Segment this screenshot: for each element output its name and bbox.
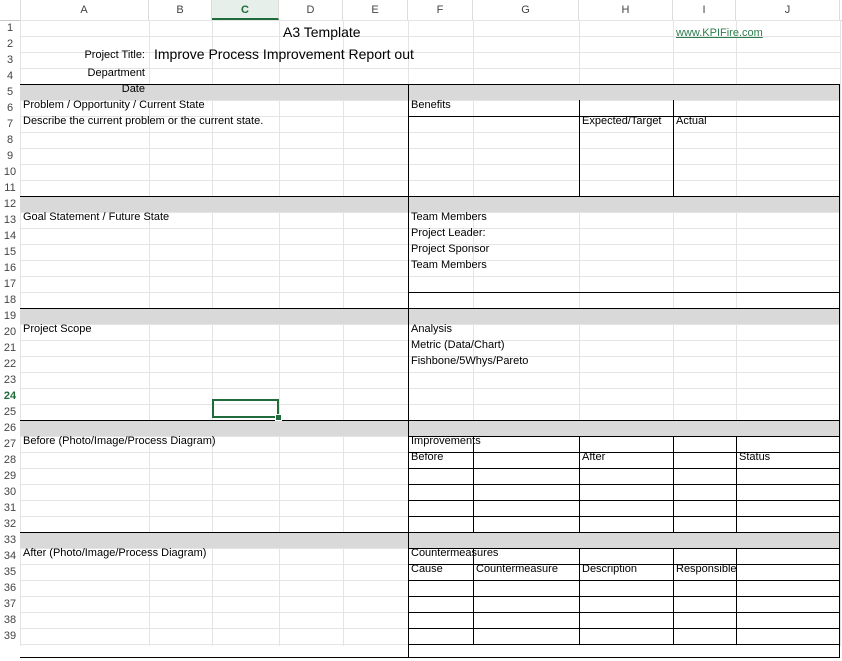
fill-handle[interactable]: [275, 414, 282, 421]
gridline: [20, 164, 840, 165]
column-header-c[interactable]: C: [212, 0, 279, 20]
kpifire-link[interactable]: www.KPIFire.com: [676, 27, 763, 39]
improvements-col-status: Status: [739, 451, 771, 463]
border-line: [839, 84, 840, 657]
team-members-label: Team Members: [411, 259, 487, 271]
row-header-5[interactable]: 5: [6, 86, 14, 98]
row-header-12[interactable]: 12: [3, 198, 17, 210]
improvements-col-before: Before: [411, 451, 444, 463]
date-label: Date: [121, 83, 145, 95]
row-header-27[interactable]: 27: [3, 438, 17, 450]
row-header-28[interactable]: 28: [3, 454, 17, 466]
row-header-3[interactable]: 3: [6, 54, 14, 66]
gridline: [20, 372, 840, 373]
column-header-a[interactable]: A: [20, 0, 149, 20]
row-header-31[interactable]: 31: [3, 502, 17, 514]
countermeasures-col-cause: Cause: [411, 563, 443, 575]
actual-label: Actual: [676, 115, 707, 127]
border-line: [408, 532, 840, 533]
problem-description[interactable]: Describe the current problem or the current state.: [23, 115, 264, 127]
gridline: [20, 276, 840, 277]
row-header-1[interactable]: 1: [6, 22, 14, 34]
row-header-6[interactable]: 6: [6, 102, 14, 114]
countermeasures-header: Countermeasures: [411, 547, 499, 559]
row-header-17[interactable]: 17: [3, 278, 17, 290]
row-header-24[interactable]: 24: [3, 390, 17, 402]
project-title-label: Project Title:: [84, 49, 145, 61]
row-header-15[interactable]: 15: [3, 246, 17, 258]
row-header-7[interactable]: 7: [6, 118, 14, 130]
row-header-30[interactable]: 30: [3, 486, 17, 498]
expected-target-label: Expected/Target: [582, 115, 662, 127]
border-line: [20, 420, 840, 421]
border-line: [20, 196, 840, 197]
row-header-39[interactable]: 39: [3, 630, 17, 642]
row-header-18[interactable]: 18: [3, 294, 17, 306]
row-header-23[interactable]: 23: [3, 374, 17, 386]
border-line: [20, 308, 840, 309]
row-header-19[interactable]: 19: [3, 310, 17, 322]
gridline: [20, 148, 840, 149]
improvements-header: Improvements: [411, 435, 481, 447]
analysis-metric: Metric (Data/Chart): [411, 339, 505, 351]
row-header-20[interactable]: 20: [3, 326, 17, 338]
row-header-9[interactable]: 9: [6, 150, 14, 162]
countermeasures-col-responsible: Responsible: [676, 563, 737, 575]
border-line: [473, 436, 474, 532]
row-header-38[interactable]: 38: [3, 614, 17, 626]
countermeasures-col-description: Description: [582, 563, 638, 575]
column-header-g[interactable]: G: [473, 0, 579, 20]
row-header-14[interactable]: 14: [3, 230, 17, 242]
border-line: [408, 292, 840, 293]
gridline: [840, 20, 841, 646]
gridline: [20, 132, 840, 133]
row-header-29[interactable]: 29: [3, 470, 17, 482]
column-header-d[interactable]: D: [279, 0, 343, 20]
border-line: [673, 436, 674, 532]
row-header-22[interactable]: 22: [3, 358, 17, 370]
project-sponsor-label: Project Sponsor: [411, 243, 490, 255]
border-line: [408, 644, 840, 645]
row-header-16[interactable]: 16: [3, 262, 17, 274]
column-header-j[interactable]: J: [736, 0, 840, 20]
row-header-2[interactable]: 2: [6, 38, 14, 50]
department-label: Department: [87, 67, 145, 79]
row-header-26[interactable]: 26: [3, 422, 17, 434]
countermeasures-col-countermeasure: Countermeasure: [476, 563, 558, 575]
sheet-title: A3 Template: [283, 24, 361, 40]
row-header-34[interactable]: 34: [3, 550, 17, 562]
gridline: [20, 404, 840, 405]
scope-header: Project Scope: [23, 323, 92, 335]
column-header-i[interactable]: I: [673, 0, 736, 20]
row-header-10[interactable]: 10: [3, 166, 17, 178]
border-line: [20, 657, 840, 658]
gridline: [20, 388, 840, 389]
project-title-value[interactable]: Improve Process Improvement Report out: [154, 46, 414, 62]
column-header-e[interactable]: E: [343, 0, 408, 20]
row-header-33[interactable]: 33: [3, 534, 17, 546]
goal-header: Goal Statement / Future State: [23, 211, 170, 223]
problem-header: Problem / Opportunity / Current State: [23, 99, 205, 111]
row-header-4[interactable]: 4: [6, 70, 14, 82]
row-header-25[interactable]: 25: [3, 406, 17, 418]
row-header-21[interactable]: 21: [3, 342, 17, 354]
before-diagram-header: Before (Photo/Image/Process Diagram): [23, 435, 216, 447]
after-diagram-header: After (Photo/Image/Process Diagram): [23, 547, 207, 559]
row-header-8[interactable]: 8: [6, 134, 14, 146]
gridline: [20, 180, 840, 181]
column-header-h[interactable]: H: [579, 0, 673, 20]
row-header-13[interactable]: 13: [3, 214, 17, 226]
analysis-fishbone: Fishbone/5Whys/Pareto: [411, 355, 529, 367]
selected-cell-c24[interactable]: [212, 399, 279, 418]
row-header-37[interactable]: 37: [3, 598, 17, 610]
analysis-header: Analysis: [411, 323, 452, 335]
select-all-corner[interactable]: [0, 0, 21, 20]
column-header-b[interactable]: B: [149, 0, 212, 20]
row-header-11[interactable]: 11: [4, 182, 16, 194]
column-header-f[interactable]: F: [408, 0, 473, 20]
row-header-32[interactable]: 32: [3, 518, 17, 530]
project-leader-label: Project Leader:: [411, 227, 486, 239]
row-header-35[interactable]: 35: [3, 566, 17, 578]
gridline: [20, 20, 840, 21]
improvements-col-after: After: [582, 451, 606, 463]
team-header: Team Members: [411, 211, 487, 223]
row-header-36[interactable]: 36: [3, 582, 17, 594]
benefits-header: Benefits: [411, 99, 451, 111]
